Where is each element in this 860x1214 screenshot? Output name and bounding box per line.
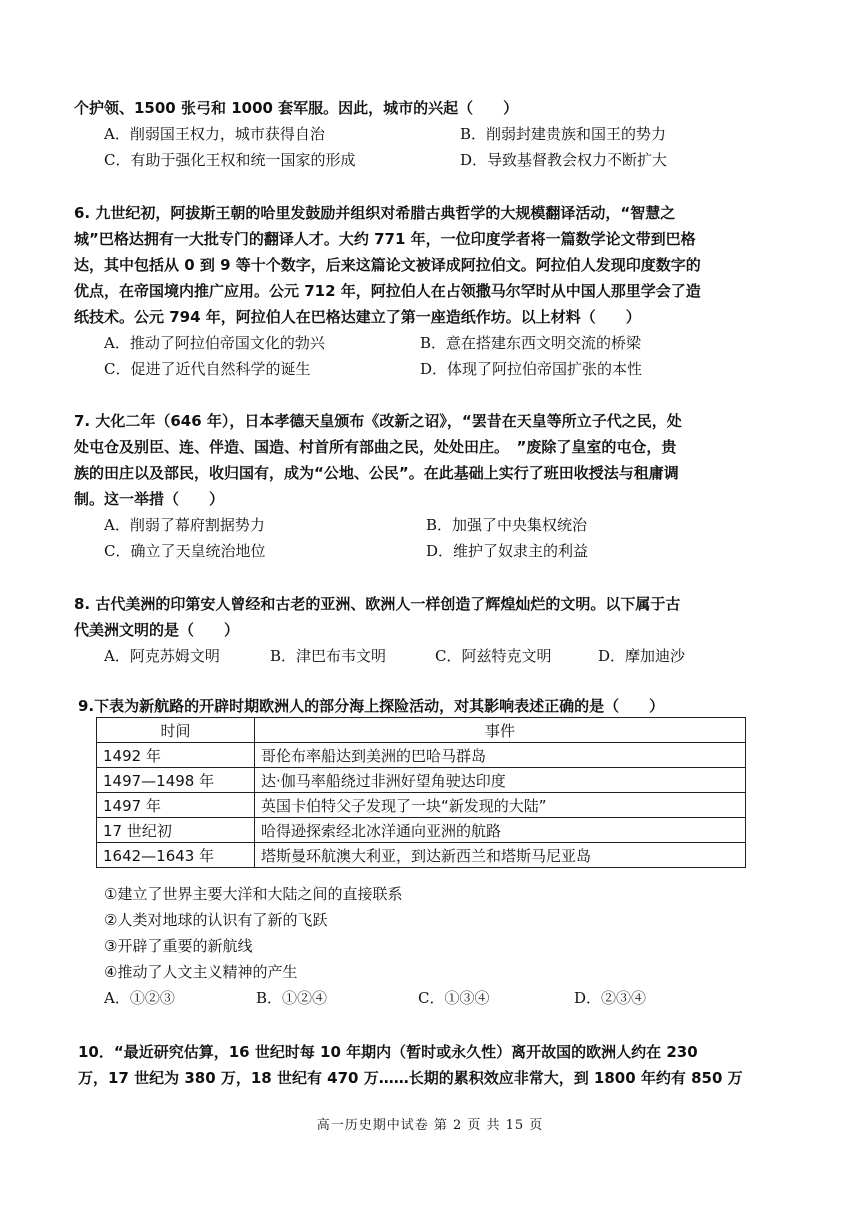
q9-option-d: D．②③④	[574, 989, 647, 1007]
q8-option-c: C．阿兹特克文明	[435, 647, 552, 665]
cell-time: 1492 年	[97, 743, 255, 768]
column-header-event: 事件	[255, 718, 746, 743]
table-row	[97, 743, 746, 768]
cell-time: 1642—1643 年	[97, 843, 255, 868]
q7-option-a: A．削弱了幕府割据势力	[104, 516, 265, 534]
table-row	[97, 843, 746, 868]
q7-stem-line: 制。这一举措（ ）	[74, 490, 225, 508]
q7-stem-line: 族的田庄以及部民，收归国有，成为“公地、公民”。在此基础上实行了班田收授法与租庸调	[74, 464, 679, 482]
exploration-table	[96, 717, 746, 868]
q9-option-a: A．①②③	[104, 989, 175, 1007]
table-row	[97, 818, 746, 843]
q8-option-d: D．摩加迪沙	[598, 647, 686, 665]
q6-option-a: A．推动了阿拉伯帝国文化的勃兴	[104, 334, 325, 352]
q7-stem-line: 7. 大化二年（646 年），日本孝德天皇颁布《改新之诏》，“罢昔在天皇等所立子代之民，处	[74, 412, 682, 430]
q5-option-d: D．导致基督教会权力不断扩大	[460, 151, 668, 169]
q9-stem: 9.下表为新航路的开辟时期欧洲人的部分海上探险活动，对其影响表述正确的是（ ）	[78, 697, 665, 715]
q8-stem-line: 8. 古代美洲的印第安人曾经和古老的亚洲、欧洲人一样创造了辉煌灿烂的文明。以下属于古	[74, 595, 681, 613]
q7-option-b: B．加强了中央集权统治	[426, 516, 588, 534]
cell-event: 达·伽马率船绕过非洲好望角驶达印度	[255, 768, 746, 793]
table-header-row	[97, 718, 746, 743]
q8-stem-line: 代美洲文明的是（ ）	[74, 621, 240, 639]
page-footer: 高一历史期中试卷 第 2 页 共 15 页	[316, 1118, 544, 1133]
cell-time: 1497 年	[97, 793, 255, 818]
q6-stem-line: 优点，在帝国境内推广应用。公元 712 年，阿拉伯人在占领撒马尔罕时从中国人那里学会了造	[74, 282, 701, 300]
q5-option-c: C．有助于强化王权和统一国家的形成	[104, 151, 356, 169]
cell-event: 哈得逊探索经北冰洋通向亚洲的航路	[255, 818, 746, 843]
q9-statement: ③开辟了重要的新航线	[104, 937, 253, 955]
q7-stem-line: 处屯仓及别臣、连、伴造、国造、村首所有部曲之民，处处田庄。 ”废除了皇室的屯仓，贵	[74, 438, 677, 456]
cell-event: 英国卡伯特父子发现了一块“新发现的大陆”	[255, 793, 746, 818]
q6-option-b: B．意在搭建东西文明交流的桥梁	[420, 334, 642, 352]
q7-option-c: C．确立了天皇统治地位	[104, 542, 266, 560]
q5-stem: 个护领、1500 张弓和 1000 套军服。因此，城市的兴起（ ）	[74, 99, 519, 117]
q6-option-d: D．体现了阿拉伯帝国扩张的本性	[420, 360, 643, 378]
q10-stem-line: 万，17 世纪为 380 万，18 世纪有 470 万……长期的累积效应非常大，到 1800 年约有 850 万	[78, 1069, 743, 1087]
cell-event: 塔斯曼环航澳大利亚，到达新西兰和塔斯马尼亚岛	[255, 843, 746, 868]
cell-time: 1497—1498 年	[97, 768, 255, 793]
q9-option-b: B．①②④	[256, 989, 328, 1007]
q8-option-a: A．阿克苏姆文明	[104, 647, 220, 665]
q8-option-b: B．津巴布韦文明	[270, 647, 387, 665]
q9-statement: ④推动了人文主义精神的产生	[104, 963, 298, 981]
q9-option-c: C．①③④	[418, 989, 490, 1007]
cell-event: 哥伦布率船达到美洲的巴哈马群岛	[255, 743, 746, 768]
q5-option-a: A．削弱国王权力，城市获得自治	[104, 125, 325, 143]
q6-stem-line: 6. 九世纪初，阿拔斯王朝的哈里发鼓励并组织对希腊古典哲学的大规模翻译活动，“智慧之	[74, 204, 676, 222]
q9-statement: ①建立了世界主要大洋和大陆之间的直接联系	[104, 885, 403, 903]
q6-option-c: C．促进了近代自然科学的诞生	[104, 360, 311, 378]
q5-option-b: B．削弱封建贵族和国王的势力	[460, 125, 667, 143]
q10-stem-line: 10．“最近研究估算，16 世纪时每 10 年期内（暂时或永久性）离开故国的欧洲人约在 230	[78, 1043, 698, 1061]
column-header-time: 时间	[97, 718, 255, 743]
q9-statement: ②人类对地球的认识有了新的飞跃	[104, 911, 328, 929]
q6-stem-line: 城”巴格达拥有一大批专门的翻译人才。大约 771 年，一位印度学者将一篇数学论文带到巴格	[74, 230, 696, 248]
table-row	[97, 793, 746, 818]
q6-stem-line: 纸技术。公元 794 年，阿拉伯人在巴格达建立了第一座造纸作坊。以上材料（ ）	[74, 308, 641, 326]
q7-option-d: D．维护了奴隶主的利益	[426, 542, 589, 560]
q6-stem-line: 达，其中包括从 0 到 9 等十个数字，后来这篇论文被译成阿拉伯文。阿拉伯人发现印度数字的	[74, 256, 701, 274]
table-row	[97, 768, 746, 793]
cell-time: 17 世纪初	[97, 818, 255, 843]
